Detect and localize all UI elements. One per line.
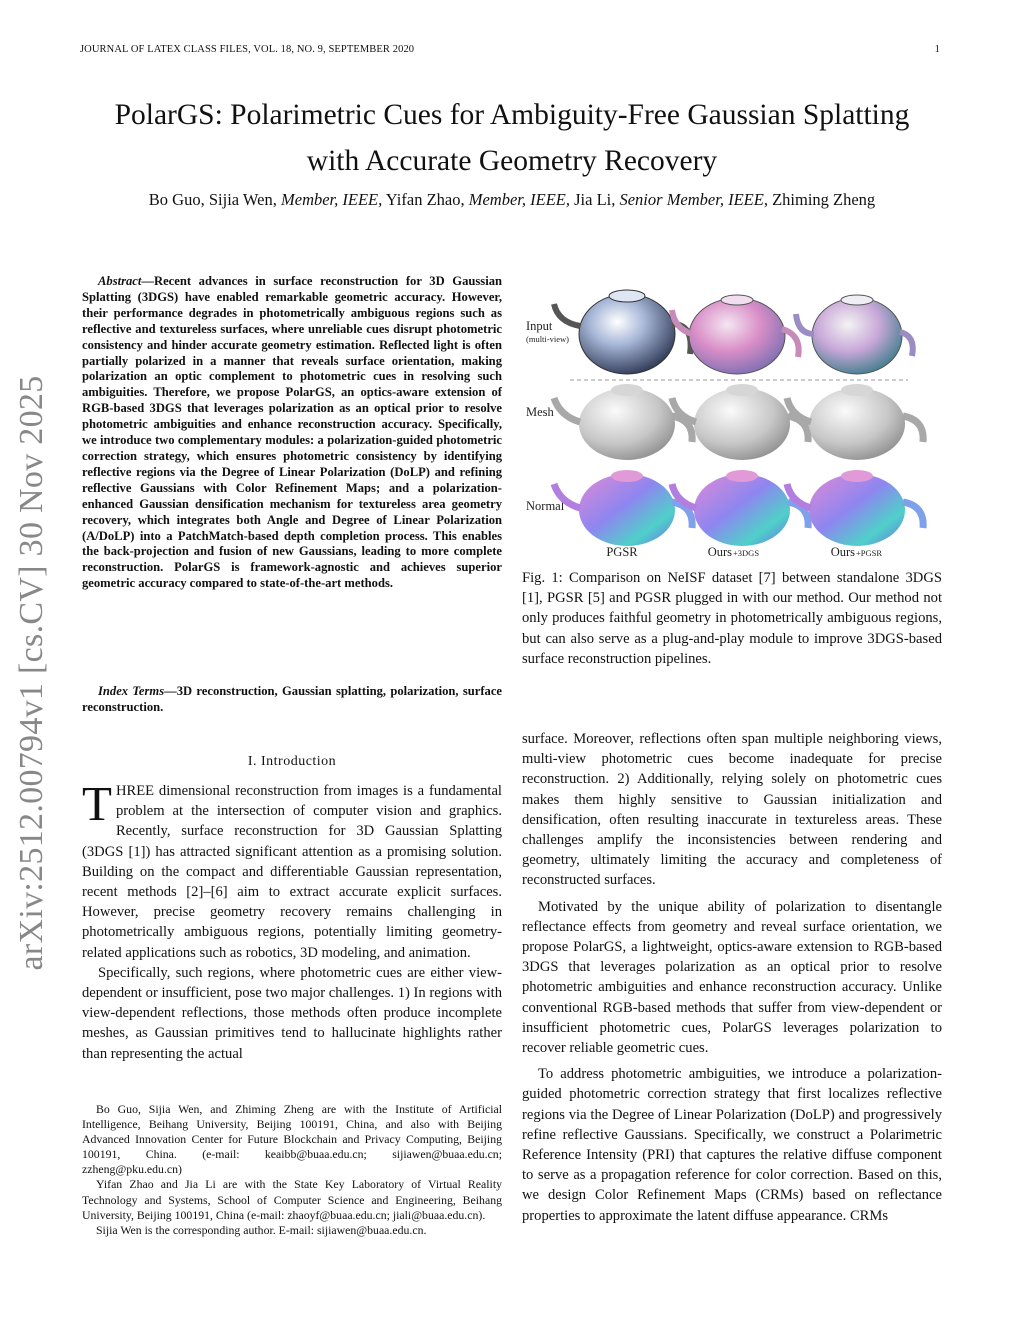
author-role-1: Member, IEEE, (281, 190, 383, 209)
page-number: 1 (934, 44, 940, 55)
teapot-normal-3 (787, 470, 923, 546)
footnote-3: Sijia Wen is the corresponding author. E-mail: sijiawen@buaa.edu.cn. (96, 1222, 427, 1237)
section-heading: I. Introduction (247, 754, 337, 769)
footnote-2: Yifan Zhao and Jia Li are with the State Key Laboratory of Virtual Reality Technology and Systems, School of Computer Science and Engineering, Beihang University, Beijing 100191, China (e-mail: zhaoyf@buaa.edu.cn; jiali@buaa.edu.cn). (82, 1177, 502, 1222)
row-label-normal: Normal (526, 499, 565, 513)
title-line-2: with Accurate Geometry Recovery (306, 145, 718, 177)
right-paragraph-3: To address photometric ambiguities, we introduce a polarization-guided photometric correction strategy that first localizes reflective regions via the Degree of Linear Polarization (DoLP) and progressively refine reflective Gaussians. Specifically, we construct a Polarimetric Reference Intensity (PRI) that captures the relative diffuse component to serve as a propagation reference for color correction. Based on this, we design Color Refinement Maps (CRMs) based on reflectance properties to approximate the latent diffuse appearance. CRMs (522, 1066, 942, 1224)
title-line-1: PolarGS: Polarimetric Cues for Ambiguity-Free Gaussian Splatting (114, 99, 910, 131)
footnotes (82, 1102, 502, 1238)
abstract-text: —Recent advances in surface reconstruction for 3D Gaussian Splatting (3DGS) have enabled remarkable geometric accuracy. However, their performance degrades in photometrically ambiguous regions such as reflective and textureless surfaces, where unreliable cues disrupt photometric consistency and hinder accurate geometry estimation. Reflected light is often partially polarized in a manner that reveals surface orientation, making polarization an optic complement to photometric cues in resolving such ambiguities. Therefore, we propose PolarGS, an optics-aware extension of RGB-based 3DGS that leverages polarization as an optical prior to resolve photometric ambiguities and enhance reconstruction accuracy. Specifically, we introduce two complementary modules: a polarization-guided photometric correction strategy, which ensures photometric consistency by identifying reflective regions via the Degree of Linear Polarization (DoLP) and refining reflective Gaussians with Color Refinement Maps; and a polarization-enhanced Gaussian densification mechanism for textureless area geometry recovery, which integrates both Angle and Degree of Linear Polarization (A/DoLP) into a PatchMatch-based depth completion process. This enables the back-projection and fusion of new Gaussians, leading to more complete reconstruction. PolarGS is framework-agnostic and achieves superior geometric accuracy compared to state-of-the-art methods. (82, 274, 502, 591)
teapot-normal-2 (672, 470, 808, 546)
teapot-input-3 (796, 295, 913, 374)
figure-1-image (522, 274, 942, 564)
author-role-3: Senior Member, IEEE (619, 190, 764, 209)
row-label-input-sub: (multi-view) (526, 334, 569, 344)
author-group-1: Bo Guo, Sijia Wen, (148, 190, 277, 209)
col-label-ours-pgsr-sub: +PGSR (856, 548, 883, 558)
index-terms (82, 684, 502, 716)
right-paragraph-2: Motivated by the unique ability of polarization to disentangle reflectance effects from geometry and reveal surface orientation, we propose PolarGS, a lightweight, optics-aware extension to RGB-based 3DGS that leverages polarization as an optical prior to resolve photometric ambiguities and enhance reconstruction accuracy. Unlike conventional RGB-based methods that suffer from view-dependent or insufficient photometric cues, PolarGS leverages polarization to recover reliable geometric cues. (522, 898, 942, 1057)
teapot-input-2 (672, 295, 799, 374)
col-label-ours-3dgs: Ours (707, 545, 732, 559)
intro-text (82, 776, 502, 1064)
author-group-3: Jia Li, (574, 190, 616, 209)
arxiv-stamp: arXiv:2512.00794v1 [cs.CV] 30 Nov 2025 (13, 375, 50, 971)
teapot-mesh-3 (787, 384, 923, 460)
index-terms-label: Index Terms (98, 684, 165, 698)
author-role-2: Member, IEEE, (468, 190, 570, 209)
intro-paragraph-1: HREE dimensional reconstruction from images is a fundamental problem at the intersection of computer vision and graphics. Recently, surface reconstruction for 3D Gaussian Splatting (3DGS [1]) has attracted significant attention as a promising solution. Building on the compact and differentiable Gaussian representation, recent methods [2]–[6] aim to extract accurate explicit surfaces. However, precise geometry recovery remains challenging in photometrically ambiguous regions, potentially limiting geometry-related applications such as robotics, 3D modeling, and animation. (82, 783, 502, 961)
abstract-label: Abstract (98, 274, 142, 288)
teapot-mesh-1 (554, 384, 692, 460)
figure-1 (522, 274, 942, 564)
teapot-normal-1 (554, 470, 692, 546)
intro-paragraph-2: Specifically, such regions, where photometric cues are either view-dependent or insufficient, pose two major challenges. 1) In regions with view-dependent reflections, those methods often produce incomplete meshes, as Gaussian primitives tend to hallucinate highlights rather than representing the actual (82, 964, 502, 1062)
author-group-2: Yifan Zhao, (385, 190, 465, 209)
author-list (0, 190, 1024, 210)
col-label-ours-3dgs-sub: +3DGS (733, 548, 760, 558)
drop-cap: T (82, 776, 112, 831)
running-header: JOURNAL OF LATEX CLASS FILES, VOL. 18, NO. 9, SEPTEMBER 2020 (80, 44, 415, 55)
col-label-ours-pgsr: Ours (830, 545, 855, 559)
col-label-pgsr: PGSR (606, 545, 638, 559)
footnote-1: Bo Guo, Sijia Wen, and Zhiming Zheng are with the Institute of Artificial Intelligence, Beihang University, Beijing 100191, China, and also with Beijing Advanced Innovation Center for Future Blockchain and Privacy Computing, Beijing 100191, China. (e-mail: keaibb@buaa.edu.cn; sijiawen@buaa.edu.cn; zzheng@pku.edu.cn) (82, 1102, 502, 1177)
teapot-input-1 (554, 290, 691, 374)
teapot-mesh-2 (672, 384, 808, 460)
row-label-mesh: Mesh (526, 405, 554, 419)
figure-1-caption: Fig. 1: Comparison on NeISF dataset [7] between standalone 3DGS [1], PGSR [5] and PGSR plugged in with our method. Our method not only produces faithful geometry in photometrically ambiguous regions, but can also serve as a plug-and-play module to improve 3DGS-based surface reconstruction pipelines. (522, 570, 942, 667)
right-column-text (522, 729, 942, 1226)
index-terms-text: —3D reconstruction, Gaussian splatting, polarization, surface reconstruction. (82, 684, 502, 714)
row-label-input: Input (526, 319, 553, 333)
author-group-4: , Zhiming Zheng (763, 190, 876, 209)
abstract (82, 274, 502, 592)
right-paragraph-1: surface. Moreover, reflections often span multiple neighboring views, multi-view photometric cues become inadequate for precise reconstruction. 2) Additionally, relying solely on photometric cues makes them highly sensitive to Gaussian initialization and densification, often resulting inaccurate in textureless areas. These challenges amplify the inconsistencies between rendering and geometry, ultimately limiting the accuracy and completeness of reconstructed surfaces. (522, 731, 942, 889)
paper-title (0, 92, 1024, 184)
